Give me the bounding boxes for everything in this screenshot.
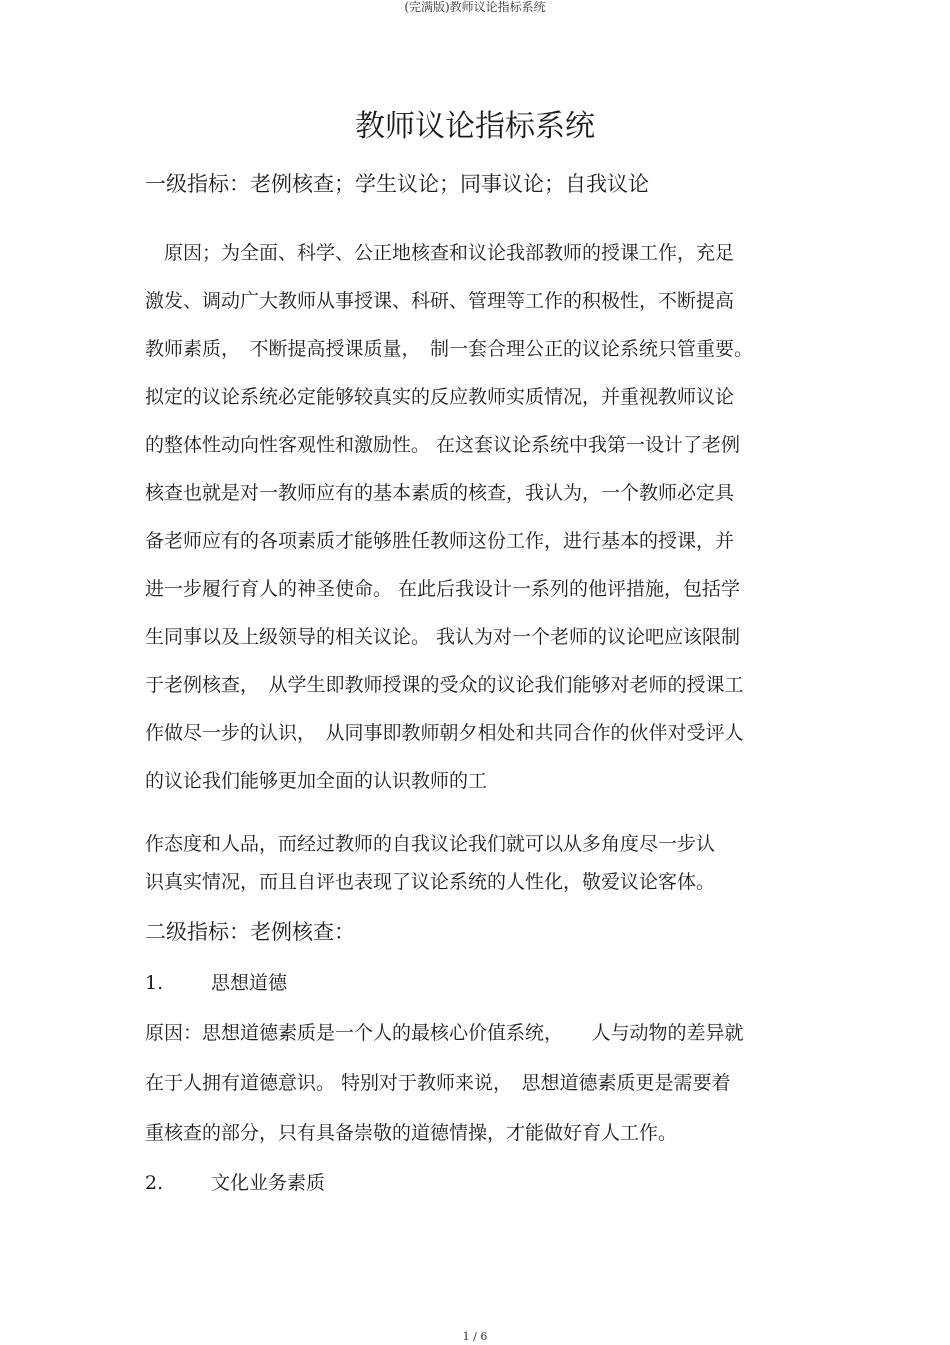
document-title: 教师议论指标系统: [355, 109, 595, 144]
paragraph-line: 备老师应有的各项素质才能够胜任教师这份工作，进行基本的授课，并: [145, 530, 735, 552]
paragraph-line: 原因：思想道德素质是一个人的最核心价值系统， 人与动物的差异就: [145, 1022, 744, 1044]
level1-indicators: 一级指标：老例核查；学生议论；同事议论；自我议论: [145, 172, 649, 196]
paragraph-line: 于老例核查， 从学生即教师授课的受众的议论我们能够对老师的授课工: [145, 674, 744, 696]
paragraph-line: 教师素质， 不断提高授课质量， 制一套合理公正的议论系统只管重要。: [145, 338, 754, 360]
paragraph-line: 激发、调动广大教师从事授课、科研、管理等工作的积极性，不断提高: [145, 290, 735, 312]
page-header: (完满版)教师议论指标系统: [404, 0, 546, 14]
page-number: 1 / 6: [462, 1330, 488, 1343]
paragraph-line: 的整体性动向性客观性和激励性。 在这套议论系统中我第一设计了老例: [145, 434, 741, 456]
paragraph-line: 的议论我们能够更加全面的认识教师的工: [145, 770, 488, 792]
paragraph-line: 原因；为全面、科学、公正地核查和议论我部教师的授课工作，充足: [145, 242, 735, 264]
paragraph-line: 进一步履行育人的神圣使命。 在此后我设计一系列的他评措施，包括学: [145, 578, 741, 600]
item-label: 思想道德: [211, 972, 288, 994]
item-1-heading: [145, 971, 287, 995]
paragraph-line: 作做尽一步的认识， 从同事即教师朝夕相处和共同合作的伙伴对受评人: [145, 722, 744, 744]
paragraph-line: 在于人拥有道德意识。 特别对于教师来说， 思想道德素质更是需要着: [145, 1072, 731, 1094]
paragraph-line: 核查也就是对一教师应有的基本素质的核查，我认为，一个教师必定具: [145, 482, 735, 504]
item-number: 1.: [145, 972, 164, 994]
item-number: 2.: [145, 1172, 164, 1194]
item-2-heading: [145, 1171, 325, 1195]
paragraph-line: 重核查的部分，只有具备崇敬的道德情操，才能做好育人工作。: [145, 1122, 678, 1144]
paragraph-line: 生同事以及上级领导的相关议论。 我认为对一个老师的议论吧应该限制: [145, 626, 741, 648]
level2-heading: 二级指标：老例核查：: [145, 920, 355, 944]
item-label: 文化业务素质: [211, 1172, 326, 1194]
paragraph-line: 识真实情况，而且自评也表现了议论系统的人性化，敬爱议论客体。: [145, 871, 716, 893]
paragraph-line: 拟定的议论系统必定能够较真实的反应教师实质情况，并重视教师议论: [145, 386, 735, 408]
paragraph-line: 作态度和人品，而经过教师的自我议论我们就可以从多角度尽一步认: [145, 833, 716, 855]
